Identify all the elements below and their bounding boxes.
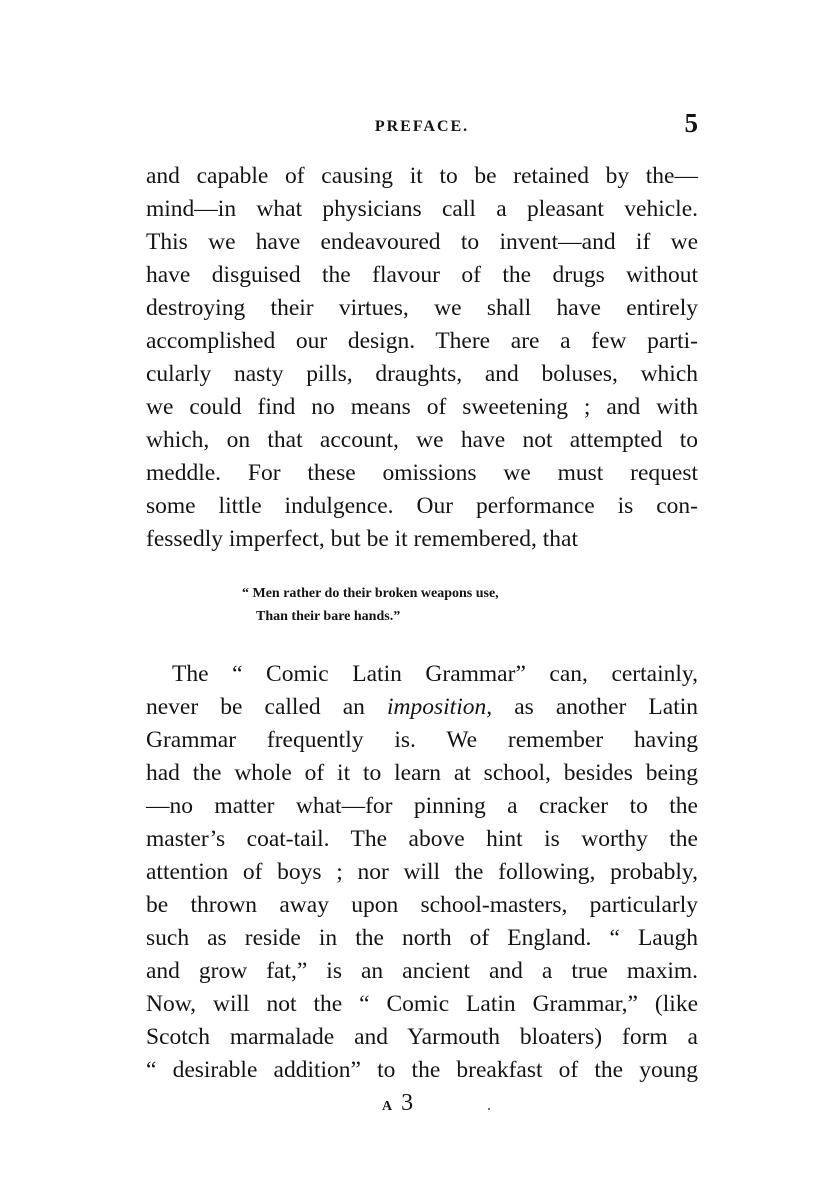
text-line <box>146 691 698 724</box>
text-line: and capable of causing it to be retained by the— <box>146 163 698 189</box>
text-line: Grammar frequently is. We remember having <box>146 727 698 753</box>
text-line: had the whole of it to learn at school, besides being <box>146 760 698 786</box>
text-line: Now, will not the “ Comic Latin Grammar,” (like <box>146 991 698 1017</box>
text-line: attention of boys ; nor will the following, probably, <box>146 859 698 885</box>
text-line: “ desirable addition” to the breakfast of the young <box>146 1057 698 1083</box>
signature-letter: A <box>382 1099 394 1114</box>
running-head <box>146 108 698 148</box>
text-line: The “ Comic Latin Grammar” can, certainly, <box>172 661 698 687</box>
text-line: destroying their virtues, we shall have entirely <box>146 295 698 321</box>
text-line: meddle. For these omissions we must request <box>146 460 698 486</box>
quote-line: Than their bare hands.” <box>256 609 401 624</box>
text-run: never be called an <box>146 694 387 720</box>
text-line: such as reside in the north of England. “ Laugh <box>146 925 698 951</box>
text-line: some little indulgence. Our performance is con- <box>146 493 698 519</box>
text-line: we could find no means of sweetening ; and with <box>146 394 698 420</box>
text-line: —no matter what—for pinning a cracker to the <box>146 793 698 819</box>
text-line: master’s coat-tail. The above hint is worthy the <box>146 826 698 852</box>
text-line: accomplished our design. There are a few parti- <box>146 328 698 354</box>
running-title: PREFACE. <box>374 118 470 135</box>
text-line: Scotch marmalade and Yarmouth bloaters) form a <box>146 1024 698 1050</box>
signature-mark <box>382 1090 413 1117</box>
emphasis: imposition, <box>387 694 493 720</box>
page-number: 5 <box>684 108 698 138</box>
text-line: fessedly imperfect, but be it remembered, that <box>146 526 578 552</box>
quote-line: “ Men rather do their broken weapons use, <box>242 586 499 601</box>
text-line: mind—in what physicians call a pleasant vehicle. <box>146 196 698 222</box>
text-line: cularly nasty pills, draughts, and boluses, which <box>146 361 698 387</box>
signature-number: 3 <box>401 1090 414 1116</box>
text-line: and grow fat,” is an ancient and a true maxim. <box>146 958 698 984</box>
text-run: as another Latin <box>492 694 698 720</box>
text-line: have disguised the flavour of the drugs without <box>146 262 698 288</box>
text-line: which, on that account, we have not attempted to <box>146 427 698 453</box>
ink-speck <box>488 1108 490 1110</box>
text-line: be thrown away upon school-masters, particularly <box>146 892 698 918</box>
text-line: This we have endeavoured to invent—and if we <box>146 229 698 255</box>
